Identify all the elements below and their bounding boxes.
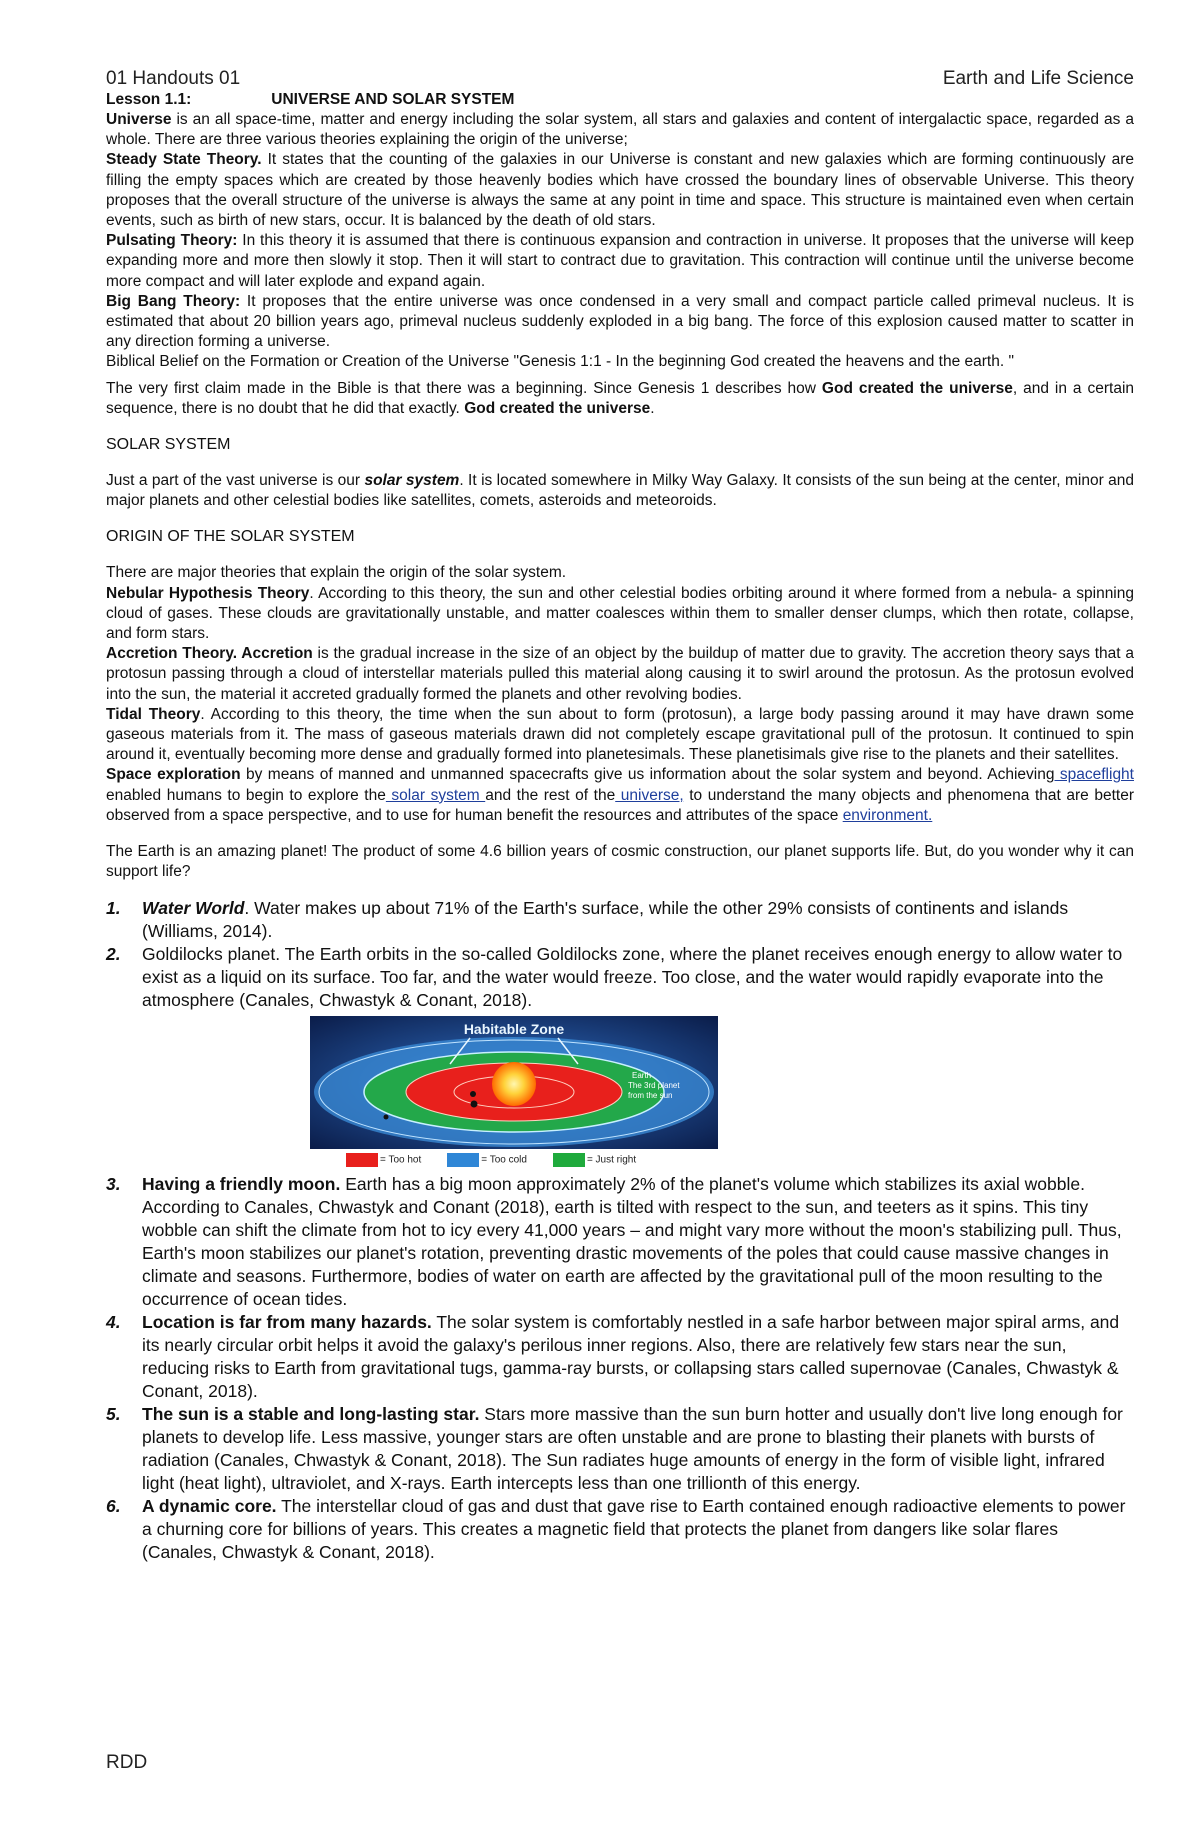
spaceflight-link[interactable]: spaceflight: [1054, 766, 1134, 784]
space-t1: by means of manned and unmanned spacecrafts give us information about the solar system and beyond. Achieving: [240, 766, 1055, 784]
legend-label: = Too hot: [380, 1154, 422, 1166]
solar-part1: Just a part of the vast universe is our: [106, 472, 365, 490]
space-t2: enabled humans to begin to explore the: [106, 786, 386, 804]
universe-term: Universe: [106, 111, 172, 128]
accretion-term: Accretion Theory. Accretion: [106, 645, 313, 663]
figure-legend: [346, 1153, 718, 1167]
steady-text: It states that the counting of the galaxies in our Universe is constant and new galaxies which are forming continuously are filling the empty spaces which are created by those heavenly bodies which have crossed the boundary lines of observable Universe. This theory proposes that the overall structure of the universe is always the same at any point in time and space. This structure is maintained even when certain events, such as birth of new stars, occur. It is balanced by the death of old stars.: [106, 151, 1134, 230]
item-text: The interstellar cloud of gas and dust that gave rise to Earth contained enough radioactive elements to power a churning core for billions of years. This creates a magnetic field that protects the planet from dangers like solar flares (Canales, Chwastyk & Conant, 2018).: [142, 1495, 1126, 1562]
universe-text: is an all space-time, matter and energy including the solar system, all stars and galaxies and content of intergalactic space, regarded as a whole. There are three various theories explaining the origin of the universe;: [106, 111, 1134, 149]
solar-system-link[interactable]: solar system: [385, 786, 486, 804]
item-term: Having a friendly moon.: [142, 1173, 341, 1194]
environment-link[interactable]: environment.: [842, 806, 933, 824]
origin-intro: There are major theories that explain the origin of the solar system.: [106, 564, 567, 582]
life-factors-list: [106, 897, 1134, 1012]
habitable-zone-image: [310, 1016, 718, 1149]
space-exploration-paragraph: [106, 765, 1134, 826]
habitable-zone-figure: [310, 1016, 718, 1167]
legend-too-hot: [346, 1153, 421, 1167]
list-item: [106, 1173, 1134, 1311]
bigbang-text: It proposes that the entire universe was once condensed in a very small and compact particle called primeval nucleus. It is estimated that about 20 billion years ago, primeval nucleus suddenly exploded in a big bang. The force of this explosion caused matter to scatter in any direction forming a universe.: [106, 292, 1134, 351]
legend-label: = Just right: [586, 1154, 637, 1166]
solar-system-paragraph: [106, 471, 1134, 511]
universe-paragraph: [106, 110, 1134, 150]
planet-dot-icon: [470, 1091, 476, 1097]
planet-dot-icon: [384, 1114, 389, 1119]
biblical-paragraph: Biblical Belief on the Formation or Creation of the Universe "Genesis 1:1 - In the beginning God created the heavens and the earth. ": [106, 353, 1014, 371]
item-text: Earth has a big moon approximately 2% of the planet's volume which stabilizes its axial wobble. According to Canales, Chwastyk and Conant (2018), earth is tilted with respect to the sun, and teeters as it spins. This tiny wobble can shift the climate from hot to icy every 41,000 years – and might vary more without the moon's stabilizing pull. Thus, Earth's moon stabilizes our planet's rotation, preventing drastic movements of the poles that could cause massive changes in climate and seasons. Furthermore, bodies of water on earth are affected by the gravitational pull of the moon resulting to the occurrence of ocean tides.: [142, 1173, 1122, 1309]
space-t3: and the rest of the: [485, 786, 616, 804]
accretion-paragraph: [106, 644, 1134, 705]
item-number: 6.: [106, 1495, 121, 1516]
life-factors-list-continued: [106, 1173, 1134, 1564]
claim-part2: , and in a certain sequence, there is no doubt that he did that exactly.: [106, 379, 1135, 417]
list-item: [106, 943, 1134, 1012]
origin-heading: ORIGIN OF THE SOLAR SYSTEM: [106, 528, 355, 546]
item-text: Goldilocks planet. The Earth orbits in the so-called Goldilocks zone, where the planet receives enough energy to allow water to exist as a liquid on its surface. Too far, and the water would freeze. Too close, and the water would rapidly evaporate into the atmosphere (Canales, Chwastyk & Conant, 2018).: [142, 943, 1123, 1010]
list-item: [106, 1311, 1134, 1403]
item-number: 4.: [106, 1311, 121, 1332]
tidal-text: . According to this theory, the time when the sun about to form (protosun), a large body passing around it may have drawn some gaseous materials from it. The mass of gaseous materials drawn did not completely escape gravitational pull of the protosun. It continued to spin around it, eventually becoming more dense and gradually formed into planetesimals. These planetisimals give rise to the planets and their satellites.: [106, 705, 1134, 764]
item-term: A dynamic core.: [142, 1495, 277, 1516]
earth-label-1: Earth: [632, 1070, 652, 1080]
figure-title: Habitable Zone: [463, 1020, 565, 1037]
item-number: 1.: [106, 897, 121, 918]
earth-intro-paragraph: The Earth is an amazing planet! The product of some 4.6 billion years of cosmic construction, our planet supports life. But, do you wonder why it can support life?: [106, 843, 1134, 881]
item-number: 3.: [106, 1173, 121, 1194]
earth-label-2: The 3rd planet: [628, 1080, 680, 1090]
claim-part3: .: [650, 399, 655, 417]
claim-bold2: God created the universe: [464, 399, 651, 417]
solar-part2: . It is located somewhere in Milky Way Galaxy. It consists of the sun being at the center, minor and major planets and other celestial bodies like satellites, comets, asteroids and meteoroids.: [106, 472, 1134, 510]
item-text: . Water makes up about 71% of the Earth's surface, while the other 29% consists of continents and islands (Williams, 2014).: [142, 897, 1069, 941]
list-item: [106, 897, 1134, 943]
nebular-paragraph: [106, 584, 1134, 645]
lesson-title: [106, 90, 1134, 110]
list-item: [106, 1495, 1134, 1564]
big-bang-paragraph: [106, 292, 1134, 353]
handout-page: [106, 68, 1134, 1564]
item-number: 2.: [106, 943, 121, 964]
steady-state-paragraph: [106, 150, 1134, 231]
legend-label: = Too cold: [481, 1154, 527, 1166]
earth-label-3: from the sun: [628, 1090, 673, 1100]
claim-part1: The very first claim made in the Bible is that there was a beginning. Since Genesis 1 describes how: [106, 379, 822, 397]
item-term: Water World: [142, 897, 245, 918]
item-text: Stars more massive than the sun burn hotter and usually don't live long enough for planets to develop life. Less massive, younger stars are often unstable and are prone to blasting their planets with bursts of radiation (Canales, Chwastyk & Conant, 2018). The Sun radiates huge amounts of energy in the form of visible light, infrared light (heat light), ultraviolet, and X-rays. Earth intercepts less than one trillionth of this energy.: [142, 1403, 1123, 1493]
legend-too-cold: [447, 1153, 527, 1167]
page-footer: RDD: [106, 1752, 148, 1773]
nebular-term: Nebular Hypothesis Theory: [106, 584, 310, 602]
claim-bold1: God created the universe: [821, 379, 1013, 397]
header-left: 01 Handouts 01: [106, 68, 241, 89]
page-header: [106, 68, 1134, 90]
pulsating-text: In this theory it is assumed that there is continuous expansion and contraction in universe. It proposes that the universe will keep expanding more and more then slowly it stop. Then it will start to contract due to gravitation. This contraction will continue until the universe become more compact and will later explode and expand again.: [106, 232, 1134, 290]
pulsating-term: Pulsating Theory:: [106, 232, 238, 250]
solar-term: solar system: [364, 472, 460, 490]
space-term: Space exploration: [106, 766, 241, 784]
accretion-text: is the gradual increase in the size of an object by the buildup of matter due to gravity. The accretion theory says that a protosun passing through a cloud of interstellar materials pulled this material along causing it to swirl around the protosun. As the protosun evolved into the sun, the material it accreted gradually formed the planets and other revolving bodies.: [106, 645, 1134, 703]
earth-dot-icon: [471, 1100, 478, 1107]
tidal-paragraph: [106, 705, 1134, 766]
nebular-text: . According to this theory, the sun and other celestial bodies orbiting around it where formed from a nebula- a spinning cloud of gases. These clouds are gravitationally unstable, and matter coalesces within them to smaller denser clumps, which then rotate, collapse, and form stars.: [106, 584, 1134, 643]
lesson-name: UNIVERSE AND SOLAR SYSTEM: [271, 91, 515, 108]
header-right: Earth and Life Science: [942, 68, 1134, 89]
item-term: Location is far from many hazards.: [142, 1311, 432, 1332]
legend-just-right: [553, 1153, 636, 1167]
universe-link[interactable]: universe,: [615, 786, 684, 804]
item-number: 5.: [106, 1403, 121, 1424]
bible-claim-paragraph: [106, 379, 1134, 419]
lesson-label: Lesson 1.1:: [106, 91, 192, 108]
tidal-term: Tidal Theory: [106, 705, 201, 723]
item-text: The solar system is comfortably nestled in a safe harbor between major spiral arms, and its nearly circular orbit helps it avoid the galaxy's perilous inner regions. Also, there are relatively few stars near the sun, reducing risks to Earth from gravitational tugs, gamma-ray bursts, or collapsing stars called supernovae (Canales, Chwastyk & Conant, 2018).: [142, 1311, 1120, 1401]
space-t4: to understand the many objects and phenomena that are better observed from a space perspective, and to use for human benefit the resources and attributes of the space: [106, 786, 1134, 824]
sun-icon: [492, 1062, 536, 1106]
solar-system-heading: SOLAR SYSTEM: [106, 436, 231, 454]
item-term: The sun is a stable and long-lasting star.: [142, 1403, 480, 1424]
steady-term: Steady State Theory.: [106, 151, 262, 169]
pulsating-paragraph: [106, 231, 1134, 292]
bigbang-term: Big Bang Theory:: [106, 292, 241, 310]
list-item: [106, 1403, 1134, 1495]
